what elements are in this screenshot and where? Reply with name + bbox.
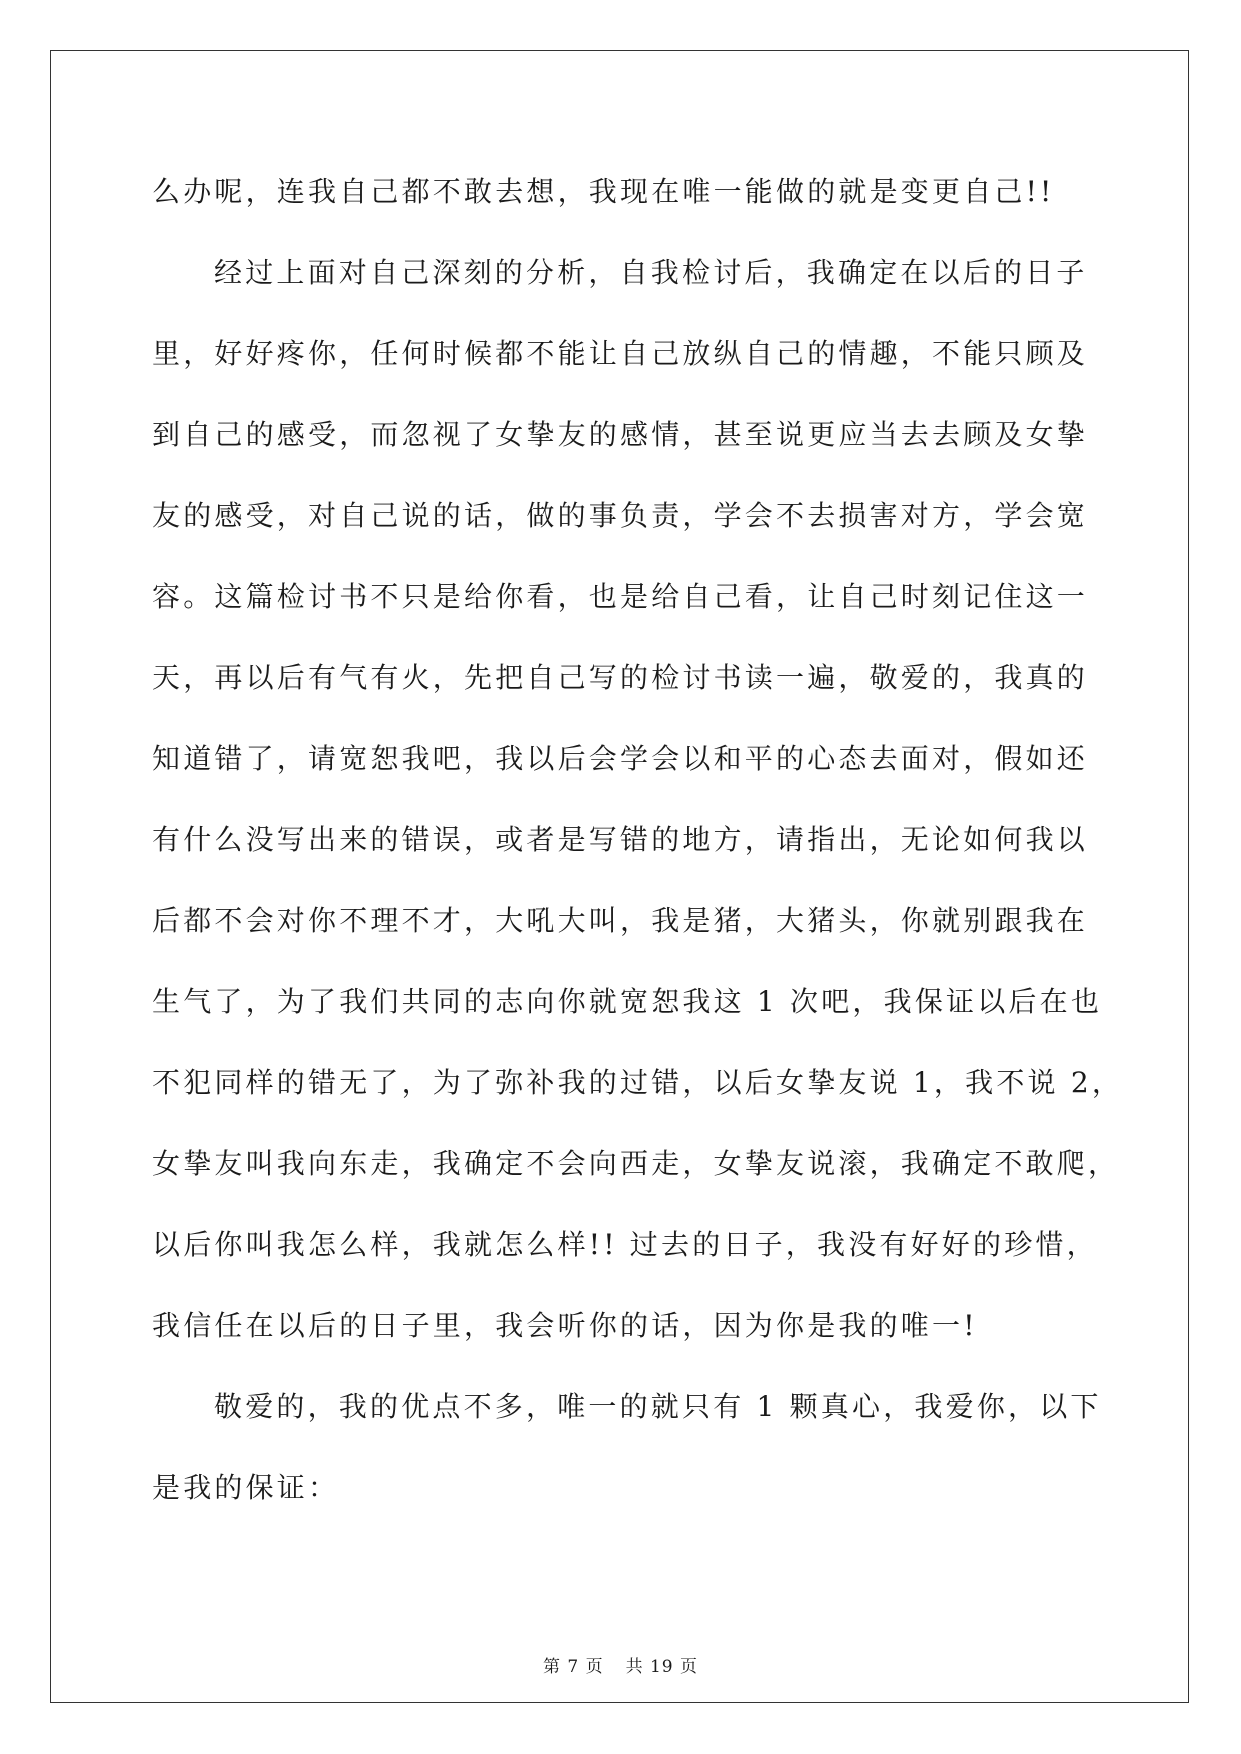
text-line-10: 后都不会对你不理不才，大吼大叫，我是猪，大猪头，你就别跟我在 xyxy=(152,904,1089,937)
text-line-11: 生气了，为了我们共同的志向你就宽恕我这 1 次吧，我保证以后在也 xyxy=(152,985,1103,1018)
text-line-13: 女挚友叫我向东走，我确定不会向西走，女挚友说滚，我确定不敢爬， xyxy=(152,1147,1120,1180)
text-line-17: 是我的保证： xyxy=(152,1471,340,1504)
text-line-4: 到自己的感受，而忽视了女挚友的感情，甚至说更应当去去顾及女挚 xyxy=(152,418,1089,451)
text-line-7: 天，再以后有气有火，先把自己写的检讨书读一遍，敬爱的，我真的 xyxy=(152,661,1089,694)
text-line-6: 容。这篇检讨书不只是给你看，也是给自己看，让自己时刻记住这一 xyxy=(152,580,1089,613)
text-line-8: 知道错了，请宽恕我吧，我以后会学会以和平的心态去面对，假如还 xyxy=(152,742,1089,775)
text-line-5: 友的感受，对自己说的话，做的事负责，学会不去损害对方，学会宽 xyxy=(152,499,1089,532)
text-line-2: 经过上面对自己深刻的分析，自我检讨后，我确定在以后的日子 xyxy=(214,256,1088,289)
text-line-16: 敬爱的，我的优点不多，唯一的就只有 1 颗真心，我爱你，以下 xyxy=(214,1390,1102,1423)
text-line-1: 么办呢，连我自己都不敢去想，我现在唯一能做的就是变更自己!! xyxy=(152,175,1055,208)
text-line-9: 有什么没写出来的错误，或者是写错的地方，请指出，无论如何我以 xyxy=(152,823,1089,856)
document-body xyxy=(152,162,1124,1539)
text-line-12: 不犯同样的错无了，为了弥补我的过错，以后女挚友说 1，我不说 2， xyxy=(152,1066,1124,1099)
page-footer xyxy=(0,1652,1241,1677)
text-line-14: 以后你叫我怎么样，我就怎么样!! 过去的日子，我没有好好的珍惜， xyxy=(152,1228,1098,1261)
text-line-15: 我信任在以后的日子里，我会听你的话，因为你是我的唯一! xyxy=(152,1309,978,1342)
text-line-3: 里，好好疼你，任何时候都不能让自己放纵自己的情趣，不能只顾及 xyxy=(152,337,1089,370)
page-number-current: 第 7 页 xyxy=(542,1657,604,1677)
page-number-total: 共 19 页 xyxy=(625,1657,699,1677)
